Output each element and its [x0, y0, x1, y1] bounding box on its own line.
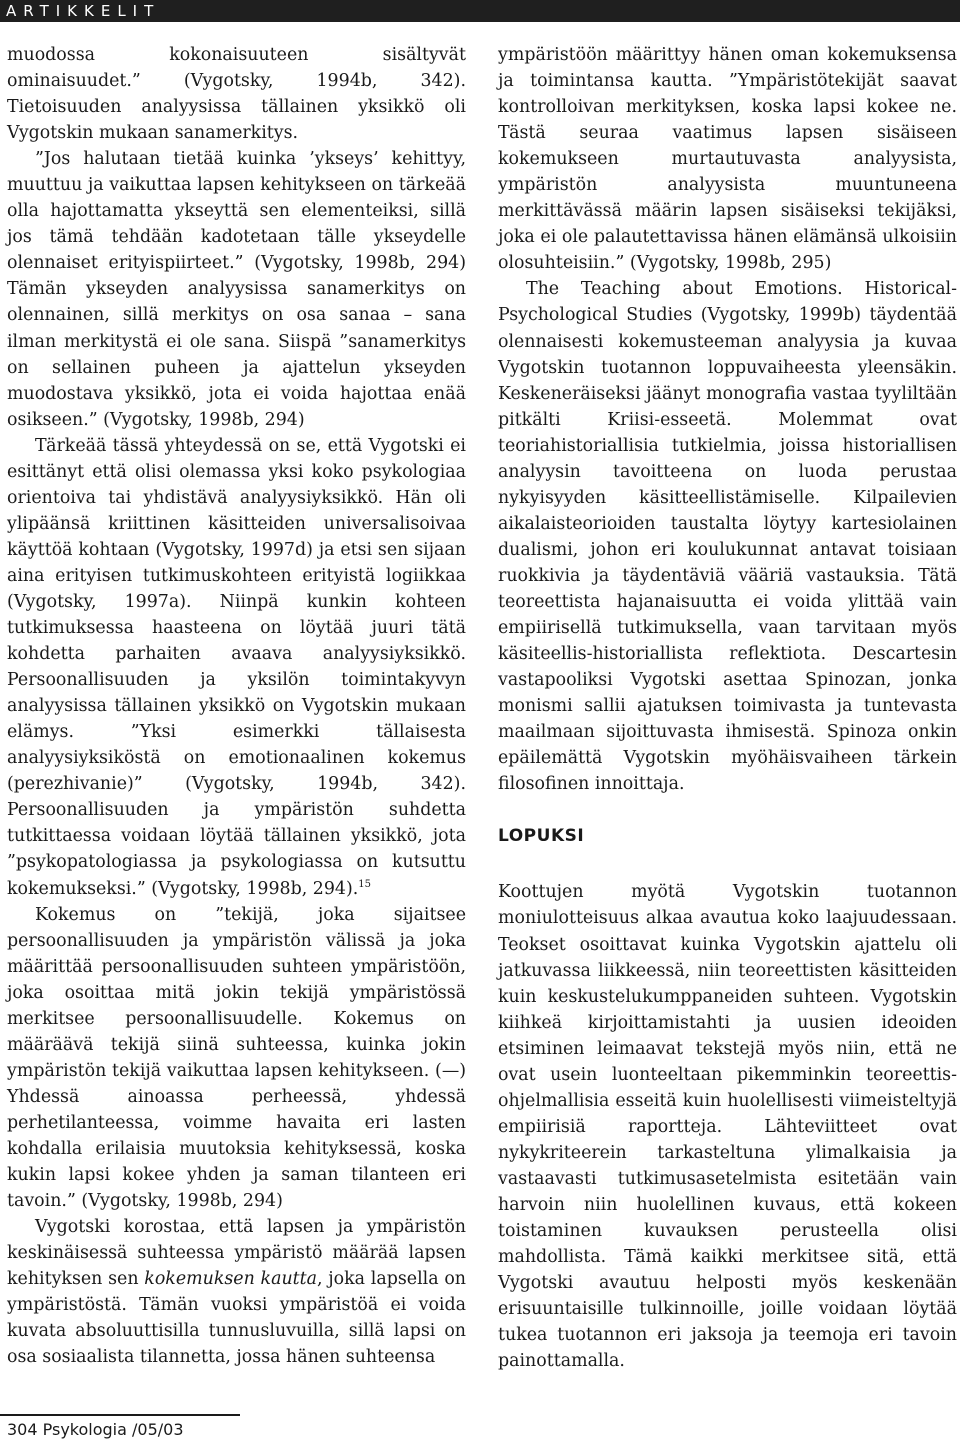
- section-heading: LOPUKSI: [498, 826, 585, 847]
- section-header-band: [0, 0, 960, 22]
- paragraph: Kokemus on ”tekijä, joka sijaitsee persoonallisuuden ja ympäristön välissä ja joka määrittää persoonallisuuden suhteen ympäristöön, joka osoittaa mitä jokin tekijä ympäristössä merkitsee persoonallisuudelle. Kokemus on määräävä tekijä siinä suhteessa, kuinka jokin ympäristön tekijä vaikuttaa lapsen kehitykseen. (—) Yhdessä ainoassa perheessä, yhdessä perhetilanteessa, voimme havaita eri lasten kohdalla erilaisia muutoksia kehityksessä, koska kukin lapsi kokee yhden ja saman tilanteen eri tavoin.” (Vygotsky, 1998b, 294): [7, 904, 466, 1212]
- paragraph-text: Vygotski korostaa, että lapsen ja ympäristön keskinäisessä suhteessa ympäristö määrää lapsen kehityksen sen: [7, 1217, 466, 1290]
- paragraph-text: Tärkeää tässä yhteydessä on se, että Vygotski ei esittänyt että olisi olemassa yksi koko psykologiaa orientoiva tai yhdistävä analyysiyksikkö. Hän oli ylipäänsä kriittinen käsitteiden universalisoivaa käyttöä kohtaan (Vygotsky, 1997d) ja etsi sen sijaan aina erityisen tutkimuskohteen erityistä logiikkaa (Vygotsky, 1997a). Niinpä kunkin kohteen tutkimuksessa haasteena on löytää juuri tätä kohdetta parhaiten avaava analyysiyksikkö. Persoonallisuuden ja yksilön toimintakyvyn analyysissa tällainen yksikkö on Vygotskin mukaan elämys. ”Yksi esimerkki tällaisesta analyysiyksiköstä on emotionaalinen kokemus (perezhivanie)” (Vygotsky, 1994b, 342). Persoonallisuuden ja ympäristön suhdetta tutkittaessa voidaan löytää tällainen yksikkö, jota ”psykopatologiassa ja psykologiassa on kutsuttu kokemukseksi.” (Vygotsky, 1998b, 294).: [7, 435, 466, 899]
- paragraph: ympäristöön määrittyy hänen oman kokemuksensa ja toimintansa kautta. ”Ympäristötekijät saavat kontrolloivan merkityksen, koska lapsi kokee ne. Tästä seuraa vaatimus lapsen sisäiseen kokemukseen murtautuvasta analyysista, ympäristön analyysista muuntuneena merkittävässä määrin lapsen sisäiseksi tekijäksi, joka ei ole palautettavissa hänen elämänsä ulkoisiin olosuhteisiin.” (Vygotsky, 1998b, 295): [498, 45, 957, 274]
- paragraph: ”Jos halutaan tietää kuinka ’ykseys’ kehittyy, muuttuu ja vaikuttaa lapsen kehitykseen on tärkeää olla hajottamatta ykseyttä sen elementeiksi, sillä jos tämä tehdään kadotetaan tälle ykseydelle olennaiset erityispiirteet.” (Vygotsky, 1998b, 294) Tämän ykseyden analyysissa sanamerkitys on olennainen, sillä merkitys on osa sanaa – sana ilman merkitystä ei ole sana. Siispä ”sanamerkitys on sellainen puheen ja ajattelun ykseyden muodostava yksikkö, jota ei voida hajottaa enää osikseen.” (Vygotsky, 1998b, 294): [7, 149, 466, 430]
- emphasis-text: kokemuksen kautta: [144, 1269, 317, 1290]
- paragraph: muodossa kokonaisuuteen sisältyvät ominaisuudet.” (Vygotsky, 1994b, 342). Tietoisuuden analyysissa tällainen yksikkö oli Vygotskin mukaan sanamerkitys.: [7, 45, 466, 144]
- footer-rule: [0, 1414, 240, 1416]
- paragraph: Koottujen myötä Vygotskin tuotannon moniulotteisuus alkaa avautua koko laajuudessaan. Teokset osoittavat kuinka Vygotskin ajattelu oli jatkuvassa liikkeessä, niin teoreettisten käsitteiden kuin keskustelukumppaneiden suhteen. Vygotskin kiihkeä kirjoittamistahti ja uusien ideoiden etsiminen leimaavat tekstejä myös niin, että ne ovat usein luonteeltaan pikemminkin teoreettis-ohjelmallisia esseitä kuin huolellisesti viimeisteltyjä empiirisiä raportteja. Lähteviitteet ovat nykykriteerein tarkasteltuna ylimalkaisia ja vastaavasti tutkimusasetelmista esitetään vain harvoin niin huolellinen kuvaus, että kokeen toistaminen kuvauksen perusteella olisi mahdollista. Tämä kaikki merkitsee sitä, että Vygotski avautuu helposti myös keskenään erisuuntaisille tulkinnoille, joille voidaan löytää tukea tuotannon eri jaksoja ja teemoja eri tavoin painottamalla.: [498, 882, 957, 1372]
- page-footer: 304 Psykologia /05/03: [7, 1420, 184, 1439]
- left-column: [7, 42, 466, 1370]
- section-label: ARTIKKELIT: [6, 2, 161, 20]
- right-column: [498, 42, 957, 1374]
- footnote-ref: 15: [358, 878, 372, 890]
- paragraph: The Teaching about Emotions. Historical-Psychological Studies (Vygotsky, 1999b) täydentää olennaisesti kokemusteeman analyysia ja kuvaa Vygotskin tuotannon loppuvaiheesta yleensäkin. Keskeneräiseksi jäänyt monografia vastaa tyyliltään pitkälti Kriisi-esseetä. Molemmat ovat teoriahistoriallisia tutkielmia, joissa historiallisen analyysin tavoitteena on luoda perustaa nykyisyyden käsitteellistämiselle. Kilpailevien aikalaisteorioiden taustalta löytyy kartesiolainen dualismi, johon eri koulukunnat antavat toisiaan ruokkivia ja täydentäviä vääriä vastauksia. Tätä teoreettista hajanaisuutta ei voida ylittää vain empiirisellä tutkimuksella, vaan tarvitaan myös käsiteellis-historiallista reflektiota. Descartesin vastapooliksi Vygotski asettaa Spinozan, jonka monismi sallii ajatuksen toimivasta ja tuntevasta maailmaan sijoittuvasta ihmisestä. Spinoza onkin epäilemättä Vygotskin myöhäisvaiheen tärkein filosofinen innoittaja.: [498, 279, 957, 795]
- paragraph-text: , joka lapsella on ympäristöstä. Tämän vuoksi ympäristöä ei voida kuvata absoluuttisilla tunnusluvuilla, sillä lapsi on osa sosiaalista tilannetta, jossa hänen suhteensa: [7, 1269, 467, 1368]
- paragraph: [7, 433, 466, 902]
- paragraph: [7, 1214, 466, 1370]
